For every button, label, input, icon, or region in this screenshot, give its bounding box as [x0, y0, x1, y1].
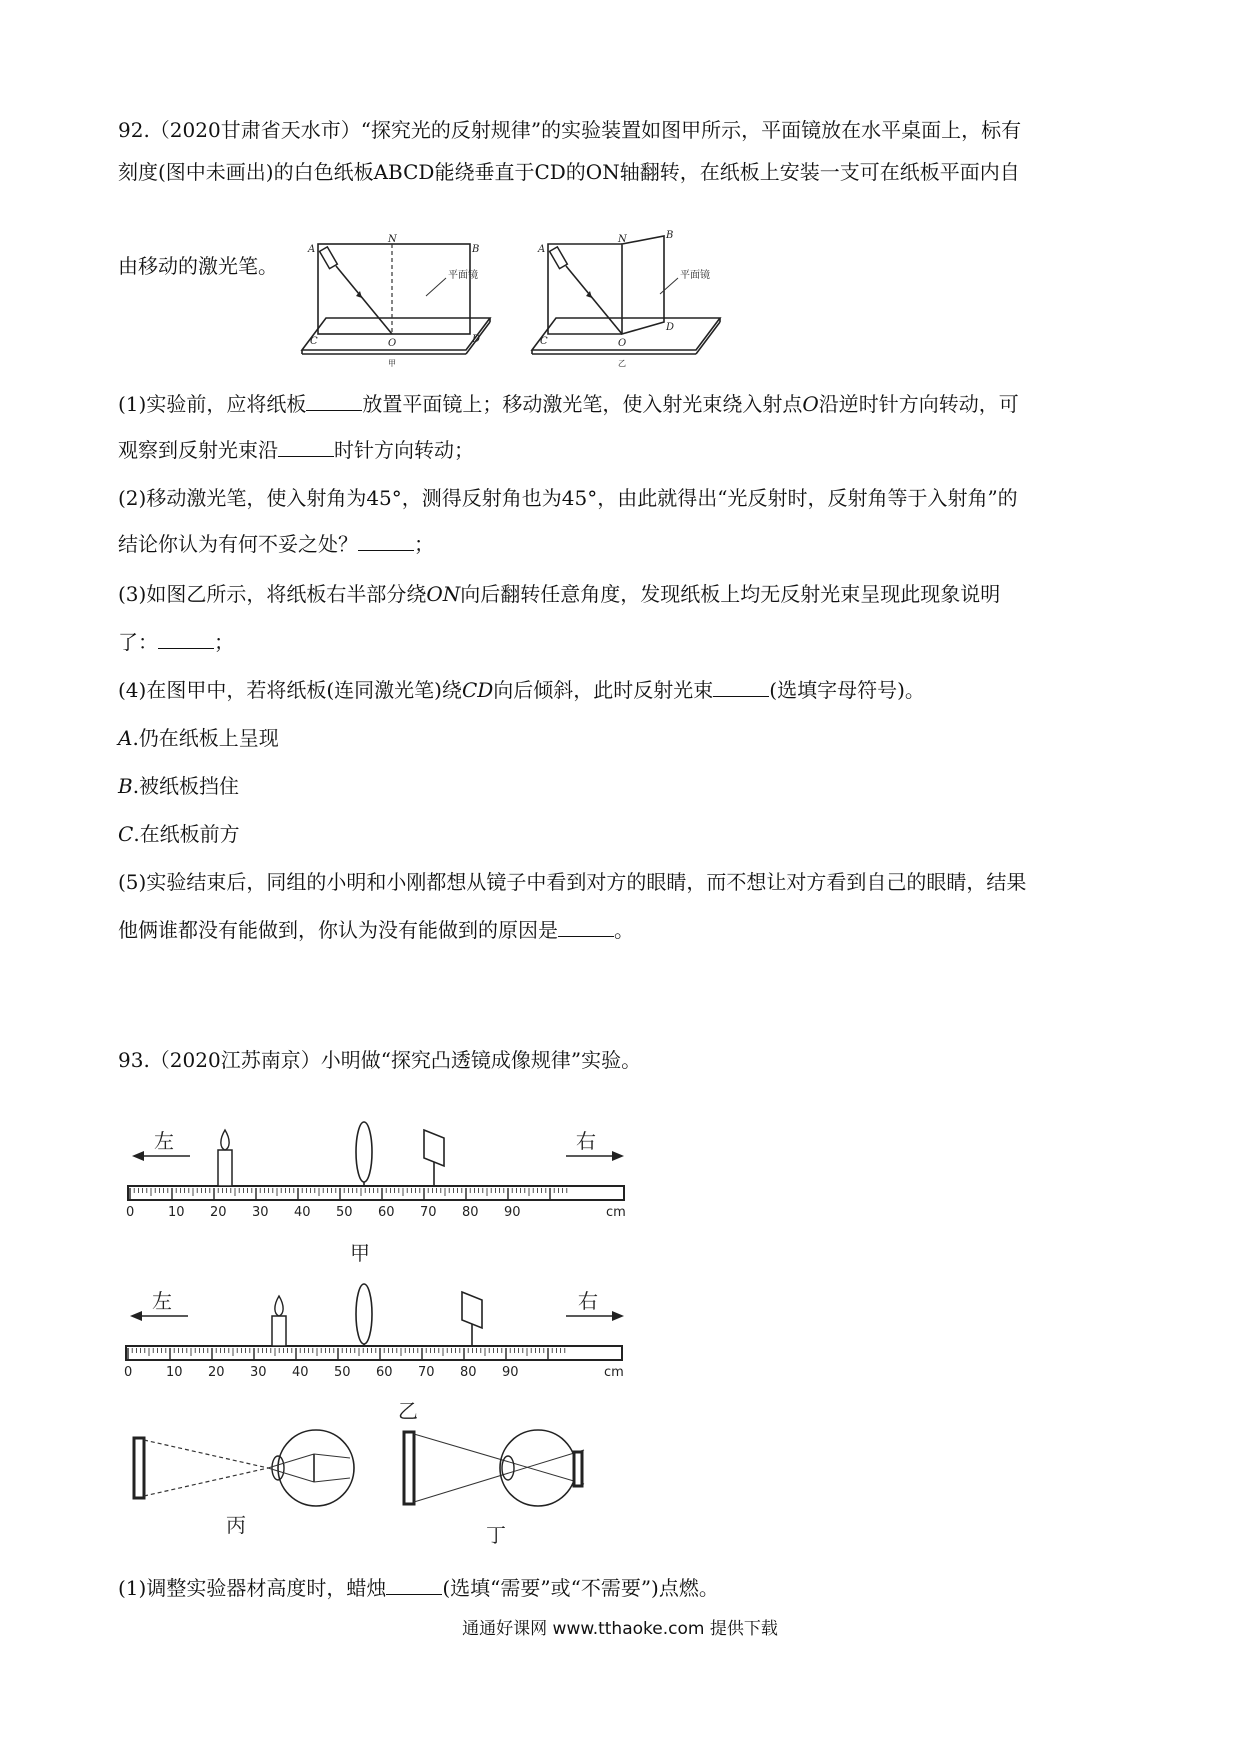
svg-text:C: C — [310, 336, 318, 347]
q92-sub2-line1: (2)移动激光笔，使入射角为45°，测得反射角也为45°，由此就得出“光反射时，反射角等于入射角”的 — [118, 486, 1018, 510]
candle-icon — [272, 1296, 286, 1346]
svg-text:O: O — [618, 338, 627, 349]
svg-text:A: A — [538, 244, 546, 255]
paper-board-abcd — [318, 244, 470, 334]
ruler-ticks — [126, 1188, 626, 1220]
svg-text:左: 左 — [154, 1129, 174, 1153]
laser-pen-icon — [550, 247, 568, 269]
q92-option-c: C.在纸板前方 — [118, 822, 240, 846]
screen-icon — [424, 1130, 444, 1186]
screen-icon — [462, 1292, 482, 1346]
q92-sub5-line2: 他俩谁都没有能做到，你认为没有能做到的原因是 。 — [118, 918, 634, 942]
svg-text:O: O — [388, 338, 397, 349]
q92-option-a: A.仍在纸板上呈现 — [118, 726, 279, 750]
reflection-figure-jia — [296, 234, 496, 368]
candle-icon — [218, 1130, 232, 1186]
ruler-tick-label: cm — [606, 1205, 626, 1220]
laser-pen-icon — [320, 247, 338, 269]
ruler-tick-label: 60 — [378, 1205, 395, 1220]
svg-text:C: C — [540, 336, 548, 347]
eye-diagram-bing — [128, 1428, 378, 1538]
svg-text:D: D — [666, 322, 675, 333]
ruler-tick-label: 0 — [126, 1205, 135, 1220]
ruler-tick-label: 0 — [124, 1365, 133, 1380]
ruler-tick-label: 90 — [502, 1365, 519, 1380]
eye-diagram-ding — [398, 1428, 648, 1548]
ruler-tick-label: 70 — [418, 1365, 435, 1380]
answer-blank — [386, 1574, 442, 1595]
svg-text:乙: 乙 — [398, 1399, 418, 1423]
q92-line2: 刻度(图中未画出)的白色纸板ABCD能绕垂直于CD的ON轴翻转，在纸板上安装一支可在纸板平面内自 — [118, 160, 1020, 184]
ruler-tick-label: 50 — [334, 1365, 351, 1380]
object-icon — [134, 1438, 144, 1498]
ruler-tick-label: 40 — [292, 1365, 309, 1380]
q93-sub1: (1)调整实验器材高度时，蜡烛 (选填“需要”或“不需要”)点燃。 — [118, 1576, 719, 1600]
svg-text:平面镜: 平面镜 — [448, 270, 478, 281]
object-icon — [404, 1432, 414, 1504]
svg-text:平面镜: 平面镜 — [680, 270, 710, 281]
svg-text:左: 左 — [152, 1289, 172, 1313]
svg-text:丙: 丙 — [226, 1513, 246, 1537]
svg-text:N: N — [388, 234, 397, 245]
ruler-tick-label: 40 — [294, 1205, 311, 1220]
q93-line1: 93.（2020江苏南京）小明做“探究凸透镜成像规律”实验。 — [118, 1048, 642, 1072]
convex-lens-icon — [356, 1122, 372, 1186]
q92-sub1-line2: 观察到反射光束沿 时针方向转动； — [118, 438, 474, 462]
q92-sub3-line1: (3)如图乙所示，将纸板右半部分绕ON向后翻转任意角度，发现纸板上均无反射光束呈现此现象说明 — [118, 582, 1001, 606]
ruler-tick-label: 80 — [462, 1205, 479, 1220]
ruler-tick-label: 30 — [252, 1205, 269, 1220]
ruler-tick-label: 10 — [166, 1365, 183, 1380]
q92-line1: 92.（2020甘肃省天水市）“探究光的反射规律”的实验装置如图甲所示，平面镜放在水平桌面上，标有 — [118, 118, 1022, 142]
q92-sub4: (4)在图甲中，若将纸板(连同激光笔)绕CD向后倾斜，此时反射光束 (选填字母符号)。 — [118, 678, 925, 702]
page-footer: 通通好课网 www.tthaoke.com 提供下载 — [462, 1619, 778, 1639]
answer-blank — [306, 390, 362, 411]
ruler-ticks — [124, 1348, 624, 1380]
svg-text:乙: 乙 — [618, 359, 626, 368]
q92-option-b: B.被纸板挡住 — [118, 774, 240, 798]
answer-blank — [358, 530, 414, 551]
ruler-tick-label: 20 — [210, 1205, 227, 1220]
convex-lens-icon — [356, 1284, 372, 1346]
ruler-tick-label: 50 — [336, 1205, 353, 1220]
svg-text:B: B — [666, 230, 674, 241]
svg-text:A: A — [308, 244, 316, 255]
q92-sub5-line1: (5)实验结束后，同组的小明和小刚都想从镜子中看到对方的眼睛，而不想让对方看到自己的眼睛，结果 — [118, 870, 1027, 894]
ruler-tick-label: 20 — [208, 1365, 225, 1380]
svg-text:D: D — [472, 334, 481, 345]
paper-board-right-folded — [622, 236, 664, 334]
svg-text:N: N — [618, 234, 627, 245]
optical-bench-jia — [126, 1112, 628, 1265]
q92-sub3-line2: 了： ； — [118, 630, 234, 654]
eye-icon — [278, 1430, 354, 1506]
answer-blank — [158, 628, 214, 649]
answer-blank — [713, 676, 769, 697]
svg-text:B: B — [472, 244, 480, 255]
q92-line3: 由移动的激光笔。 — [118, 254, 278, 278]
reflection-figure-yi — [526, 232, 726, 366]
svg-text:甲: 甲 — [388, 359, 396, 368]
eye-icon — [500, 1430, 576, 1506]
answer-blank — [558, 916, 614, 937]
svg-text:右: 右 — [578, 1289, 598, 1313]
ruler-tick-label: 10 — [168, 1205, 185, 1220]
answer-blank — [278, 436, 334, 457]
ruler-tick-label: cm — [604, 1365, 624, 1380]
svg-text:丁: 丁 — [486, 1523, 506, 1547]
q92-sub1-line1: (1)实验前，应将纸板 放置平面镜上；移动激光笔，使入射光束绕入射点O沿逆时针方向转动，可 — [118, 392, 1019, 416]
q92-sub2-line2: 结论你认为有何不妥之处？ ； — [118, 532, 434, 556]
ruler-tick-label: 80 — [460, 1365, 477, 1380]
ruler-tick-label: 90 — [504, 1205, 521, 1220]
ruler-tick-label: 70 — [420, 1205, 437, 1220]
ruler-tick-label: 60 — [376, 1365, 393, 1380]
ruler-tick-label: 30 — [250, 1365, 267, 1380]
svg-text:甲: 甲 — [350, 1241, 370, 1265]
optical-bench-yi — [126, 1272, 626, 1422]
svg-text:右: 右 — [576, 1129, 596, 1153]
